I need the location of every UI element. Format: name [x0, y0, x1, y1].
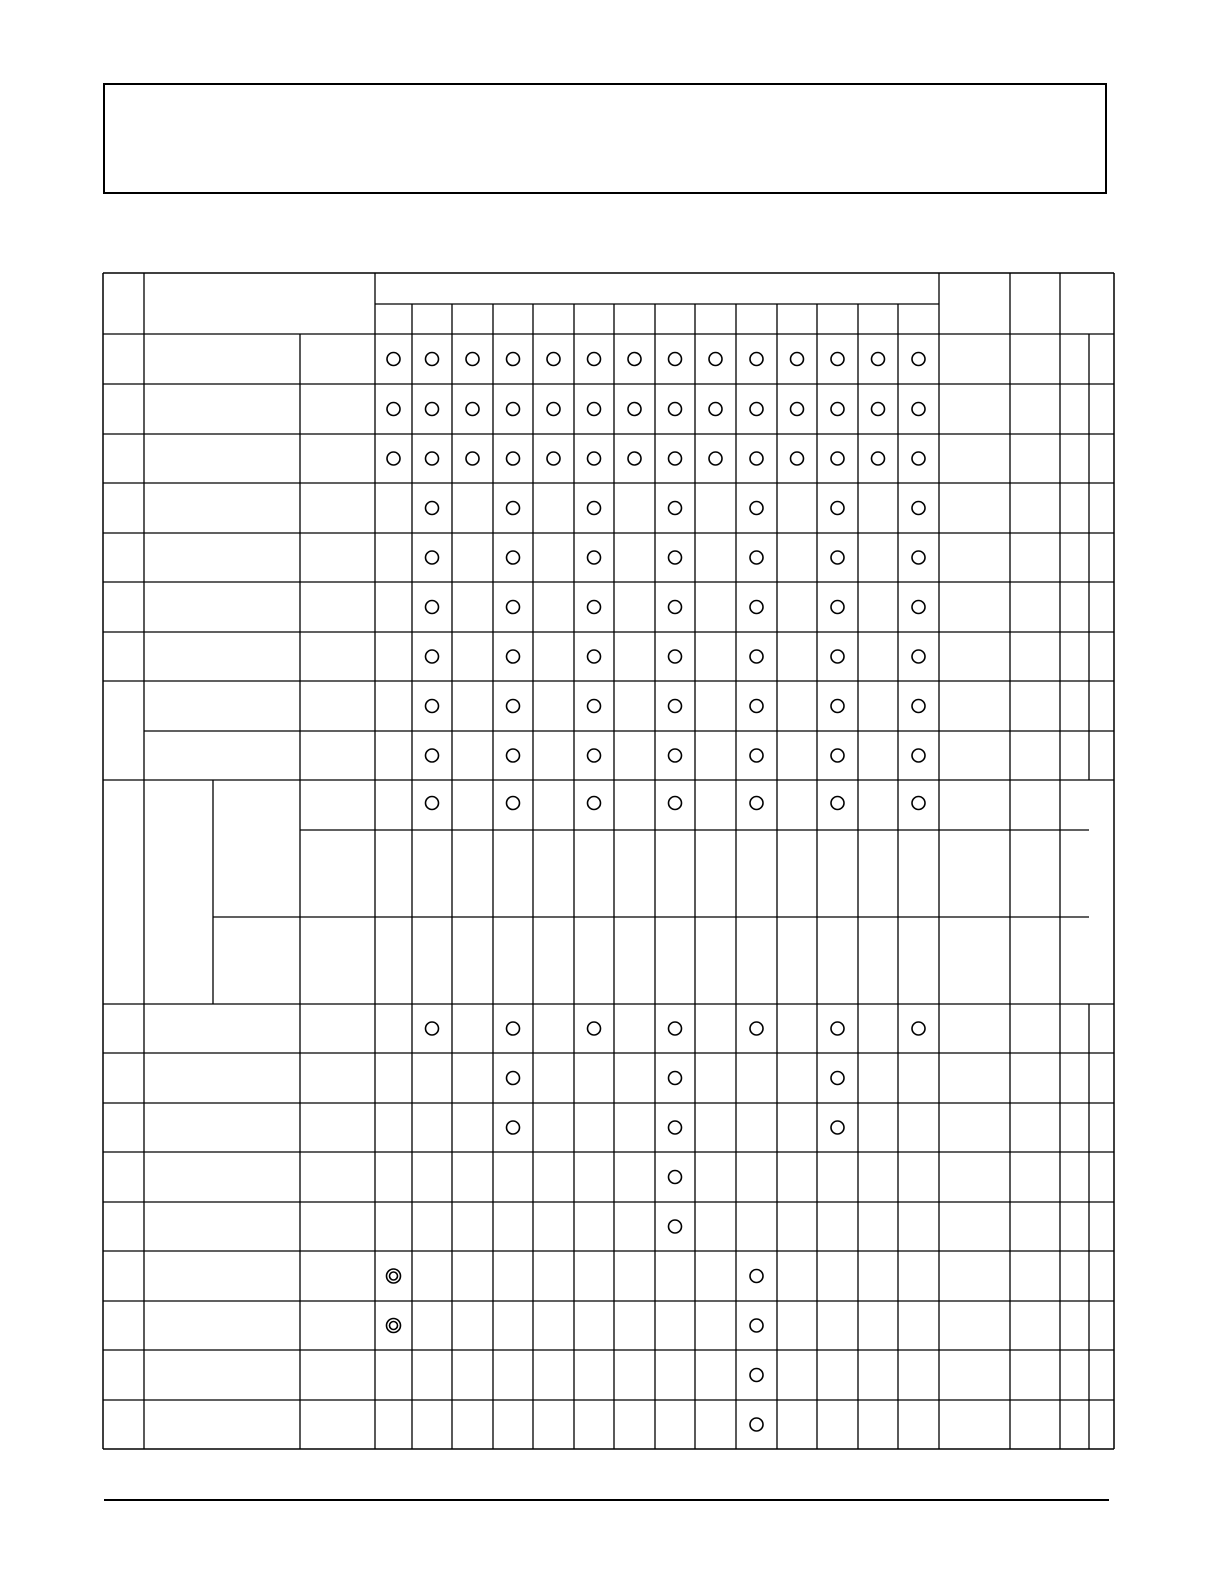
circle-mark — [750, 403, 763, 416]
circle-mark — [750, 601, 763, 614]
circle-mark — [831, 551, 844, 564]
circle-mark — [426, 551, 439, 564]
circle-mark — [669, 1220, 682, 1233]
circle-mark — [669, 353, 682, 366]
circle-mark — [588, 650, 601, 663]
circle-mark — [750, 650, 763, 663]
double-circle-mark-outer — [387, 1269, 401, 1283]
circle-mark — [387, 452, 400, 465]
circle-mark — [912, 452, 925, 465]
circle-mark — [507, 403, 520, 416]
circle-mark — [588, 700, 601, 713]
circle-mark — [750, 700, 763, 713]
circle-mark — [912, 797, 925, 810]
circle-mark — [507, 650, 520, 663]
circle-mark — [507, 601, 520, 614]
circle-mark — [831, 502, 844, 515]
circle-mark — [588, 353, 601, 366]
circle-mark — [750, 1369, 763, 1382]
circle-mark — [507, 452, 520, 465]
circle-mark — [426, 749, 439, 762]
circle-mark — [669, 797, 682, 810]
circle-mark — [507, 1022, 520, 1035]
circle-mark — [750, 749, 763, 762]
circle-mark — [872, 452, 885, 465]
circle-mark — [426, 700, 439, 713]
circle-mark — [750, 502, 763, 515]
circle-mark — [831, 749, 844, 762]
circle-mark — [750, 1270, 763, 1283]
circle-mark — [628, 353, 641, 366]
circle-mark — [507, 1072, 520, 1085]
circle-mark — [831, 650, 844, 663]
circle-mark — [709, 403, 722, 416]
circle-mark — [426, 601, 439, 614]
circle-mark — [426, 1022, 439, 1035]
circle-mark — [750, 1022, 763, 1035]
circle-mark — [588, 1022, 601, 1035]
circle-mark — [669, 1022, 682, 1035]
circle-mark — [547, 452, 560, 465]
circle-mark — [912, 551, 925, 564]
circle-mark — [831, 700, 844, 713]
circle-mark — [669, 601, 682, 614]
circle-mark — [547, 403, 560, 416]
circle-mark — [912, 403, 925, 416]
circle-mark — [791, 353, 804, 366]
circle-mark — [912, 749, 925, 762]
double-circle-mark-inner — [390, 1272, 398, 1280]
circle-mark — [872, 353, 885, 366]
circle-mark — [426, 452, 439, 465]
circle-mark — [669, 1121, 682, 1134]
circle-mark — [669, 749, 682, 762]
circle-mark — [628, 403, 641, 416]
circle-mark — [588, 601, 601, 614]
circle-mark — [547, 353, 560, 366]
footer-rule — [104, 1499, 1109, 1501]
circle-mark — [426, 650, 439, 663]
circle-mark — [750, 1319, 763, 1332]
circle-mark — [831, 1121, 844, 1134]
circle-mark — [387, 403, 400, 416]
circle-mark — [912, 1022, 925, 1035]
circle-mark — [507, 1121, 520, 1134]
circle-mark — [669, 650, 682, 663]
circle-mark — [831, 403, 844, 416]
circle-mark — [872, 403, 885, 416]
circle-mark — [669, 403, 682, 416]
circle-mark — [507, 551, 520, 564]
circle-mark — [831, 797, 844, 810]
circle-mark — [426, 797, 439, 810]
circle-mark — [669, 551, 682, 564]
circle-mark — [669, 1072, 682, 1085]
circle-mark — [831, 601, 844, 614]
circle-mark — [669, 1171, 682, 1184]
circle-mark — [588, 403, 601, 416]
circle-mark — [791, 452, 804, 465]
circle-mark — [750, 797, 763, 810]
circle-mark — [466, 403, 479, 416]
circle-mark — [750, 1418, 763, 1431]
circle-mark — [507, 749, 520, 762]
circle-mark — [507, 502, 520, 515]
circle-mark — [387, 353, 400, 366]
circle-mark — [912, 650, 925, 663]
circle-mark — [466, 452, 479, 465]
circle-mark — [912, 700, 925, 713]
circle-mark — [912, 502, 925, 515]
circle-mark — [912, 353, 925, 366]
double-circle-mark-outer — [387, 1319, 401, 1333]
circle-mark — [426, 353, 439, 366]
circle-mark — [426, 403, 439, 416]
circle-mark — [588, 797, 601, 810]
circle-mark — [507, 797, 520, 810]
circle-mark — [669, 452, 682, 465]
circle-mark — [507, 353, 520, 366]
circle-mark — [709, 353, 722, 366]
circle-mark — [507, 700, 520, 713]
circle-mark — [669, 502, 682, 515]
circle-mark — [709, 452, 722, 465]
circle-mark — [750, 353, 763, 366]
circle-mark — [831, 1072, 844, 1085]
circle-mark — [669, 700, 682, 713]
circle-mark — [588, 749, 601, 762]
double-circle-mark-inner — [390, 1322, 398, 1330]
circle-mark — [588, 551, 601, 564]
circle-mark — [831, 353, 844, 366]
circle-mark — [831, 452, 844, 465]
circle-mark — [628, 452, 641, 465]
circle-mark — [791, 403, 804, 416]
circle-mark — [588, 502, 601, 515]
circle-mark — [426, 502, 439, 515]
circle-mark — [750, 452, 763, 465]
circle-mark — [912, 601, 925, 614]
circle-mark — [750, 551, 763, 564]
circle-mark — [466, 353, 479, 366]
circle-mark — [588, 452, 601, 465]
circle-mark — [831, 1022, 844, 1035]
